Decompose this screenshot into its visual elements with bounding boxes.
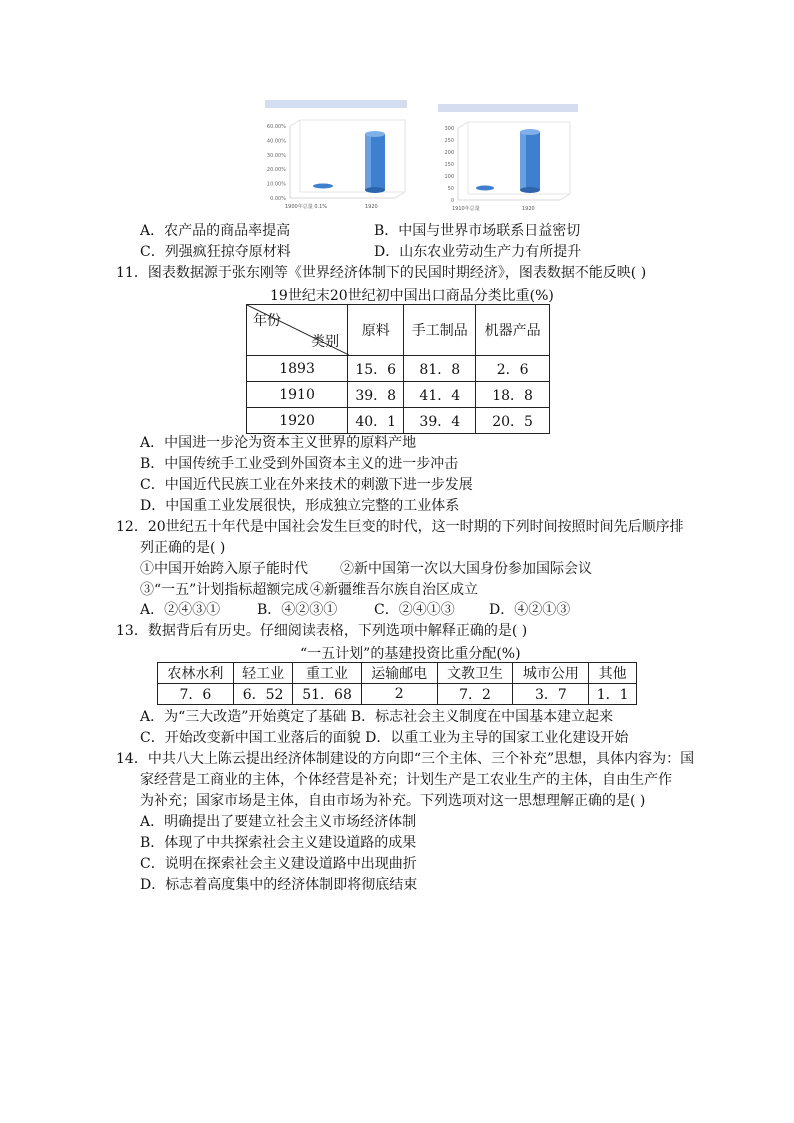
q12-option-c: C．②④①③ <box>374 602 455 618</box>
q11-header-handmade: 手工制品 <box>404 305 476 356</box>
chart-left-bar-1920 <box>365 131 385 193</box>
q12-option-d: D．④②①③ <box>489 602 571 618</box>
q11-header-raw: 原料 <box>348 305 404 356</box>
q13-header: 重工业 <box>293 663 361 684</box>
table-row <box>247 382 550 408</box>
chart-ytick-label: 50 <box>447 186 454 192</box>
chart-left-title-blur <box>265 100 407 108</box>
q13-header: 城市公用 <box>513 663 589 684</box>
chart-right-bar-1910 <box>476 186 494 191</box>
q13-header: 轻工业 <box>233 663 293 684</box>
q13-cell: 51．68 <box>293 684 361 705</box>
q14-stem-line3: 为补充；国家市场是主体，自由市场为补充。下列选项对这一思想理解正确的是( ) <box>140 793 646 809</box>
q11-option-a: A．中国进一步沦为资本主义世界的原料产地 <box>140 435 417 451</box>
chart-ytick-label: 40.00% <box>266 138 286 145</box>
q11-header-machine: 机器产品 <box>476 305 550 356</box>
q14-option-d: D．标志着高度集中的经济体制即将彻底结束 <box>140 877 418 893</box>
q11-option-b: B．中国传统手工业受到外国资本主义的进一步冲击 <box>140 456 459 472</box>
q13-table-caption: “一五计划”的基建投资比重分配(%) <box>300 646 521 662</box>
q11-stem: 11．图表数据源于张东刚等《世界经济体制下的民国时期经济》，图表数据不能反映( ) <box>116 265 647 281</box>
q13-table <box>157 662 637 705</box>
q11-table <box>246 304 550 434</box>
chart-ytick-label: 60.00% <box>266 124 286 130</box>
q10-option-c: C．列强疯狂掠夺原材料 <box>140 244 291 260</box>
q12-item-3: ③“一五”计划指标超额完成 <box>140 582 309 598</box>
table-row <box>158 684 637 705</box>
q11-option-c: C．中国近代民族工业在外来技术的刺激下进一步发展 <box>140 477 473 493</box>
q11-cell: 39．4 <box>404 408 476 434</box>
q11-row-year: 1910 <box>247 382 348 408</box>
q14-stem-line2: 家经营是工商业的主体，个体经营是补充；计划生产是工农业生产的主体，自由生产作 <box>140 772 672 788</box>
chart-ytick-label: 30.00% <box>266 152 286 159</box>
q13-cell: 3．7 <box>513 684 589 705</box>
chart-ytick-label: 250 <box>444 138 454 144</box>
chart-left-xlabel-0: 1900年总量 0.1% <box>285 204 328 210</box>
q12-option-b: B．④②③① <box>257 602 338 618</box>
q11-cell: 81．8 <box>404 356 476 382</box>
q11-cell: 15．6 <box>348 356 404 382</box>
q12-stem-line2: 列正确的是( ) <box>140 540 226 556</box>
q13-options-cd: C．开始改变新中国工业落后的面貌 D．以重工业为主导的国家工业化建设开始 <box>140 730 629 746</box>
q10-option-d: D．山东农业劳动生产力有所提升 <box>374 244 582 260</box>
chart-right-bar-1920 <box>520 129 540 193</box>
q13-cell: 7．6 <box>158 684 234 705</box>
chart-ytick-label: 100 <box>444 174 454 180</box>
chart-left-bar-1900 <box>313 184 333 189</box>
q12-item-1: ①中国开始跨入原子能时代 <box>140 561 308 577</box>
q11-cell: 20．5 <box>476 408 550 434</box>
q12-option-a: A．②④③① <box>140 602 221 618</box>
q14-option-a: A．明确提出了要建立社会主义市场经济体制 <box>140 814 417 830</box>
q14-option-b: B．体现了中共探索社会主义建设道路的成果 <box>140 835 417 851</box>
q13-header: 其他 <box>589 663 637 684</box>
chart-left-xlabel-1: 1920 <box>365 204 378 210</box>
q13-header: 运输邮电 <box>361 663 437 684</box>
q11-cell: 40．1 <box>348 408 404 434</box>
q14-option-c: C．说明在探索社会主义建设道路中出现曲折 <box>140 856 417 872</box>
q11-cell: 39．8 <box>348 382 404 408</box>
q11-cell: 18．8 <box>476 382 550 408</box>
q13-options-ab: A．为“三大改造”开始奠定了基础 B．标志社会主义制度在中国基本建立起来 <box>140 709 614 725</box>
q14-stem-line1: 14．中共八大上陈云提出经济体制建设的方向即“三个主体、三个补充”思想，具体内容为：国 <box>116 751 695 767</box>
q12-stem-line1: 12．20世纪五十年代是中国社会发生巨变的时代，这一时期的下列时间按照时间先后顺序排 <box>116 519 684 535</box>
chart-ytick-label: 10.00% <box>266 181 286 188</box>
chart-right-title-blur <box>438 104 578 112</box>
q13-cell: 1．1 <box>589 684 637 705</box>
q13-header: 文教卫生 <box>437 663 513 684</box>
q11-corner-year: 年份 <box>253 313 281 329</box>
q10-option-b: B．中国与世界市场联系日益密切 <box>374 223 581 239</box>
q13-stem: 13．数据背后有历史。仔细阅读表格，下列选项中解释正确的是( ) <box>116 623 528 639</box>
q11-option-d: D．中国重工业发展很快，形成独立完整的工业体系 <box>140 498 460 514</box>
q13-cell: 2 <box>361 684 437 705</box>
q11-cell: 2．6 <box>476 356 550 382</box>
chart-right-xlabel-0: 1910年总量 <box>452 206 480 212</box>
table-row <box>247 408 550 434</box>
table-row <box>247 356 550 382</box>
chart-right-xlabel-1: 1920 <box>522 206 535 212</box>
q13-cell: 6．52 <box>233 684 293 705</box>
q13-cell: 7．2 <box>437 684 513 705</box>
chart-right <box>430 96 588 216</box>
q11-table-corner <box>247 305 348 356</box>
q12-item-4: ④新疆维吾尔族自治区成立 <box>310 582 478 598</box>
q11-row-year: 1920 <box>247 408 348 434</box>
q10-option-a: A．农产品的商品率提高 <box>140 223 291 239</box>
q11-table-caption: 19世纪末20世纪初中国出口商品分类比重(%) <box>270 288 554 304</box>
chart-ytick-label: 0 <box>450 198 454 204</box>
chart-left <box>255 96 413 216</box>
q12-item-2: ②新中国第一次以大国身份参加国际会议 <box>340 561 592 577</box>
chart-left-svg <box>255 96 413 216</box>
chart-ytick-label: 300 <box>444 126 454 132</box>
q13-header: 农林水利 <box>158 663 234 684</box>
chart-ytick-label: 150 <box>444 162 454 168</box>
q11-row-year: 1893 <box>247 356 348 382</box>
chart-ytick-label: 0.00% <box>270 196 286 202</box>
q11-corner-category: 类别 <box>311 334 340 350</box>
chart-ytick-label: 200 <box>444 150 454 156</box>
chart-ytick-label: 20.00% <box>266 167 286 174</box>
q11-cell: 41．4 <box>404 382 476 408</box>
chart-right-svg <box>430 96 588 216</box>
